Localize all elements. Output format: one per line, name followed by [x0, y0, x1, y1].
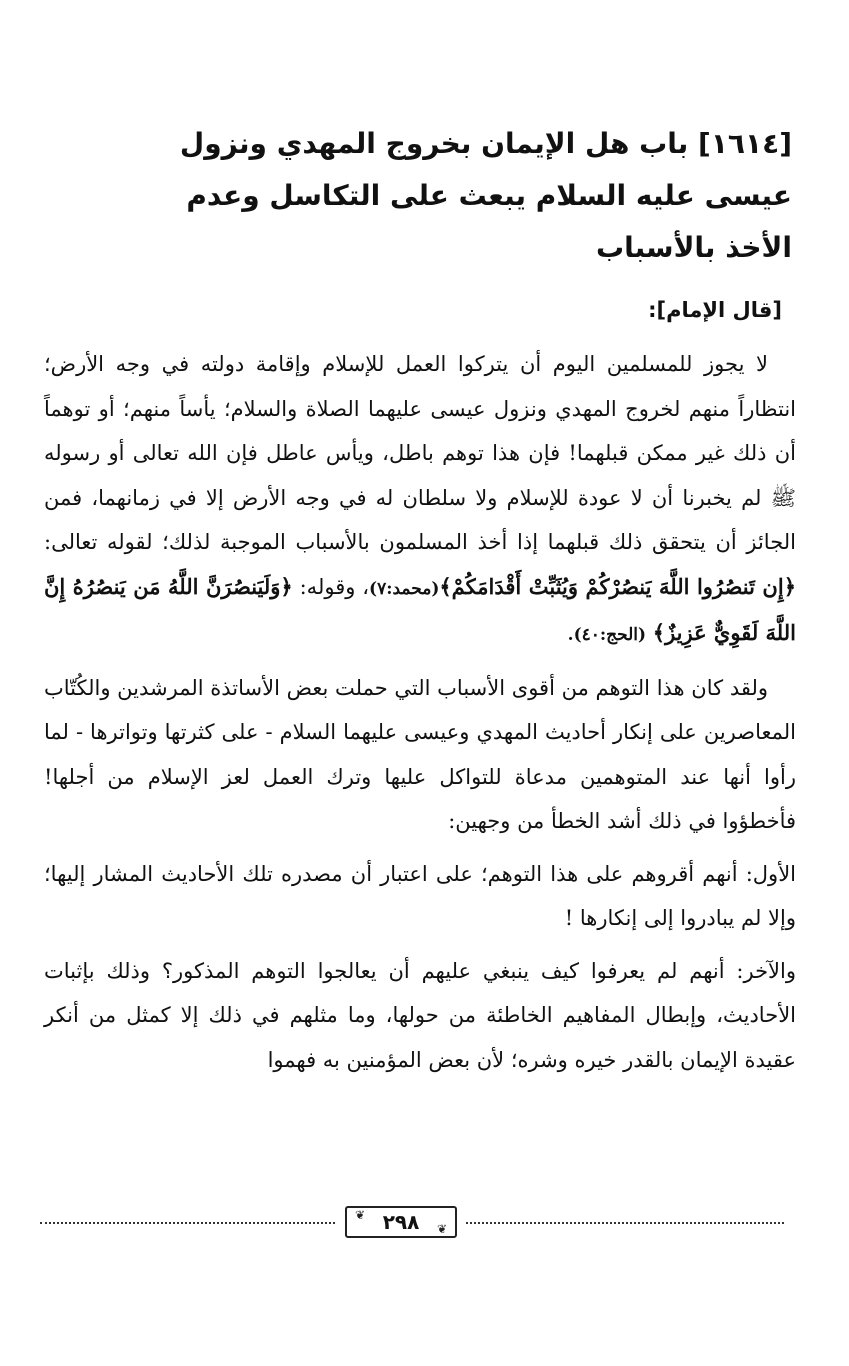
quran-verse-2: ﴿وَلَيَنصُرَنَّ اللَّهُ مَن يَنصُرُهُ إِنَّ اللَّهَ لَقَوِيٌّ عَزِيزٌ﴾: [44, 573, 796, 645]
quran-verse-1: ﴿إِن تَنصُرُوا اللَّهَ يَنصُرْكُمْ وَيُثَبِّتْ أَقْدَامَكُمْ﴾: [439, 573, 796, 599]
paragraph-3: الأول: أنهم أقروهم على هذا التوهم؛ على اعتبار أن مصدره تلك الأحاديث المشار إليها؛ وإلا لم يبادروا إلى إنكارها !: [44, 861, 796, 930]
chapter-heading: [44, 118, 796, 274]
chapter-title: باب هل الإيمان بخروج المهدي ونزول عيسى عليه السلام يبعث على التكاسل وعدم الأخذ بالأسباب: [179, 127, 792, 264]
paragraph-4: والآخر: أنهم لم يعرفوا كيف ينبغي عليهم أن يعالجوا التوهم المذكور؟ وذلك بإثبات الأحاديث، وإبطال المفاهيم الخاطئة من حولها، وما مثلهم في ذلك إلا كمثل من أنكر عقيدة الإيمان بالقدر خيره وشره؛ لأن بعض المؤمنين به فهموا: [44, 958, 796, 1072]
paragraph-1-connector: ، وقوله:: [299, 574, 370, 599]
page-number: ٢٩٨: [382, 1210, 420, 1234]
page-body: [44, 118, 796, 1090]
chapter-number: [١٦١٤]: [698, 127, 792, 160]
paragraph-2: ولقد كان هذا التوهم من أقوى الأسباب التي حملت بعض الأساتذة المرشدين والكُتّاب المعاصرين على إنكار أحاديث المهدي وعيسى عليهما السلام - على كثرتها وتواترها - لما رأوا أنها عند المتوهمين مدعاة للتواكل عليها وترك العمل لعز الإسلام من أجلها! فأخطؤوا في ذلك أشد الخطأ من وجهين:: [44, 675, 796, 833]
paragraph-1: [44, 342, 796, 658]
verse-2-reference: (الحج:٤٠).: [567, 625, 647, 645]
footer-dotted-rule-left: [40, 1222, 335, 1224]
paragraph-1-text: لا يجوز للمسلمين اليوم أن يتركوا العمل للإسلام وإقامة دولته في وجه الأرض؛ انتظاراً منهم لخروج المهدي ونزول عيسى عليهما الصلاة والسلام؛ يأساً منهم؛ أو توهماً أن ذلك غير ممكن قبلهما! فإن هذا توهم باطل، ويأس عاطل فإن الله تعالى أو رسوله ﷺ لم يخبرنا أن لا عودة للإسلام ولا سلطان له في وجه الأرض إلا في زمانهما، فمن الجائز أن يتحقق ذلك قبلهما إذا أخذ المسلمون بالأسباب الموجبة لذلك؛ لقوله تعالى:: [44, 352, 796, 554]
ornament-icon: ❦: [354, 1208, 366, 1222]
ornament-icon: ❦: [436, 1222, 448, 1236]
verse-1-reference: (محمد:٧): [369, 578, 440, 599]
page-number-frame: [345, 1206, 457, 1238]
page-footer: [40, 1204, 784, 1244]
footer-dotted-rule-right: [466, 1222, 784, 1224]
speaker-label: [قال الإمام]:: [648, 298, 782, 322]
